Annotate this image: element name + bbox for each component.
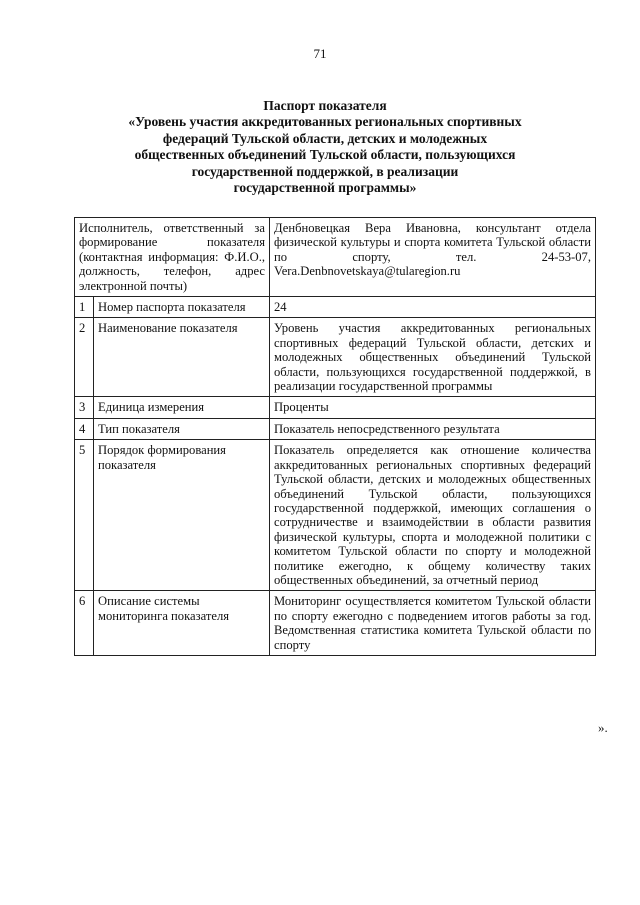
row-label: Описание системы мониторинга показателя: [94, 591, 270, 656]
row-label: Номер паспорта показателя: [94, 297, 270, 318]
row-value: Показатель непосредственного результата: [270, 418, 596, 439]
title-line: федераций Тульской области, детских и молодежных: [162, 130, 488, 146]
table-row-executor: [75, 218, 596, 297]
row-number: 1: [75, 297, 94, 318]
row-number: 2: [75, 318, 94, 397]
document-title: [95, 98, 555, 196]
title-line: «Уровень участия аккредитованных региональных спортивных: [128, 114, 522, 130]
executor-label: Исполнитель, ответственный за формирование показателя (контактная информация: Ф.И.О., должность, телефон, адрес электронной почты): [75, 218, 270, 297]
title-line: Паспорт показателя: [263, 98, 387, 113]
row-number: 3: [75, 397, 94, 418]
row-label: Наименование показателя: [94, 318, 270, 397]
row-value: 24: [270, 297, 596, 318]
row-number: 4: [75, 418, 94, 439]
row-number: 5: [75, 440, 94, 591]
row-value: Проценты: [270, 397, 596, 418]
passport-table: [74, 217, 596, 656]
page-number: 71: [313, 46, 327, 61]
table-row: [75, 318, 596, 397]
row-value: Мониторинг осуществляется комитетом Тульской области по спорту ежегодно с подведением итогов работы за год. Ведомственная статистика комитета Тульской области по спорту: [270, 591, 596, 656]
table-row: [75, 440, 596, 591]
table-row: [75, 591, 596, 656]
row-label: Единица измерения: [94, 397, 270, 418]
title-line: государственной программы»: [233, 180, 417, 196]
title-line: общественных объединений Тульской области, пользующихся: [134, 147, 516, 163]
table-row: [75, 418, 596, 439]
title-line: государственной поддержкой, в реализации: [191, 163, 459, 179]
row-label: Порядок формирования показателя: [94, 440, 270, 591]
table-row: [75, 297, 596, 318]
table-row: [75, 397, 596, 418]
executor-value: Денбновецкая Вера Ивановна, консультант отдела физической культуры и спорта комитета Тульской области по спорту, тел. 24-53-07, Vera.Denbnovetskaya@tularegion.ru: [270, 218, 596, 297]
row-number: 6: [75, 591, 94, 656]
row-label: Тип показателя: [94, 418, 270, 439]
row-value: Уровень участия аккредитованных региональных спортивных федераций Тульской области, детских и молодежных общественных объединений Тульской области, пользующихся государственной поддержкой, в реализации государственной программы: [270, 318, 596, 397]
row-value: Показатель определяется как отношение количества аккредитованных региональных спортивных федераций Тульской области, детских и молодежных общественных объединений Тульской области, пользующихся государственной поддержкой, имеющих соглашения о сотрудничестве и взаимодействии в области развития физической культуры, спорта и молодежной политики с комитетом Тульской области по спорту и молодежной политике ежегодно, к общему количеству таких общественных объединений, за отчетный период: [270, 440, 596, 591]
closing-quote-mark: ».: [598, 720, 608, 735]
